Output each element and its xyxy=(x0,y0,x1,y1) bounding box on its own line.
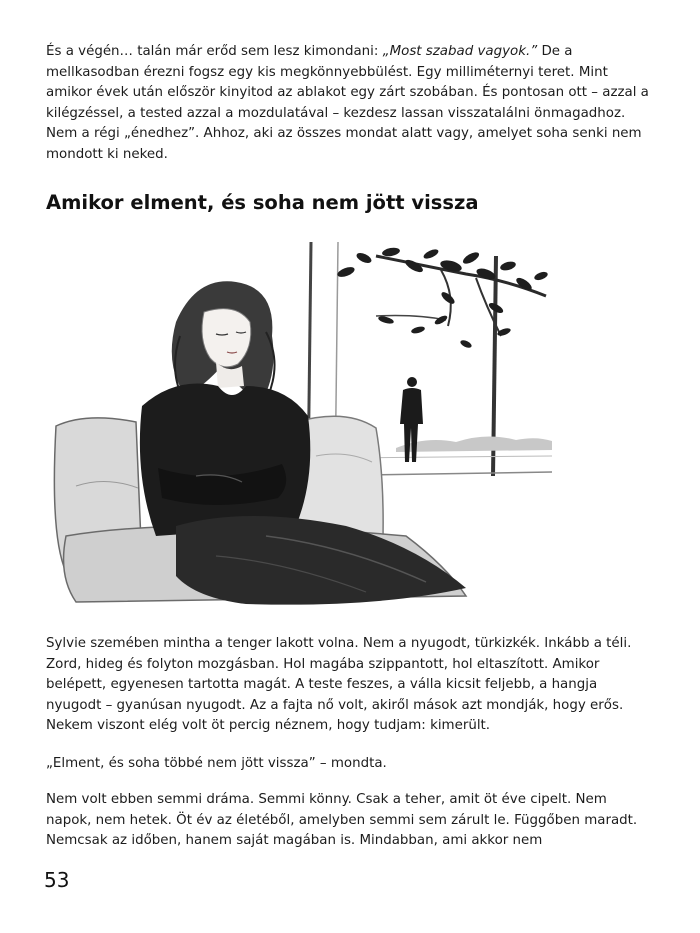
illustration-image xyxy=(46,236,552,612)
paragraph-intro-rest: De a mellkasodban érezni fogsz egy kis megkönnyebbülést. Egy milliméternyi teret. Mint amikor évek után először kinyitod az ablakot egy zárt szobában. És pontosan ott – azzal a kilégzéssel, a tested azzal a mozdulatával – kezdesz lassan visszatalálni önmagadhoz. Nem a régi „énedhez”. Ahhoz, aki az összes mondat alatt vagy, amelyet soha senki nem mondott ki neked. xyxy=(46,44,649,162)
paragraph-quote: „Elment, és soha többé nem jött vissza” – mondta. xyxy=(46,756,387,771)
quote-text: „Most szabad vagyok.” xyxy=(382,44,538,59)
section-heading: Amikor elment, és soha nem jött vissza xyxy=(46,191,479,214)
paragraph-sylvie: Sylvie szemében mintha a tenger lakott volna. Nem a nyugodt, türkizkék. Inkább a téli. Zord, hideg és folyton mozgásban. Hol magába szippantott, hol eltaszított. Amikor belépett, egyenesen tartotta magát. A teste feszes, a válla kicsit feljebb, a hangja nyugodt – gyanúsan nyugodt. Az a fajta nő volt, akiről mások azt mondják, hogy erős. Nekem viszont elég volt öt percig néznem, hogy tudjam: kimerült. xyxy=(46,636,632,733)
paragraph-intro-start: És a végén… talán már erőd sem lesz kimondani: xyxy=(46,44,383,59)
page-number: 53 xyxy=(44,868,70,892)
paragraph-continuation: Nem volt ebben semmi dráma. Semmi könny. Csak a teher, amit öt éve cipelt. Nem napok, nem hetek. Öt év az életéből, amelyben semmi sem zárult le. Függőben maradt. Nemcsak az időben, hanem saját magában is. Mindabban, ami akkor nem xyxy=(46,792,638,848)
paragraph-intro xyxy=(46,42,656,165)
